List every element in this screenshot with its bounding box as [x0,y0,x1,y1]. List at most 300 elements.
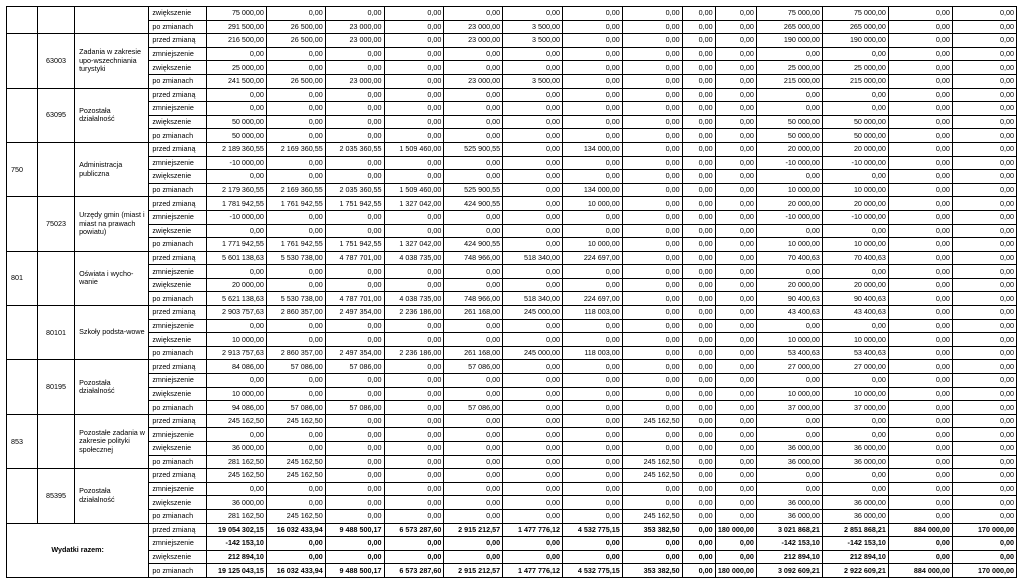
total-amount-cell: 0,00 [715,550,756,564]
amount-cell: 0,00 [715,292,756,306]
amount-cell: 2 236 186,00 [384,306,444,320]
amount-cell: 0,00 [503,183,563,197]
amount-cell: 0,00 [822,374,888,388]
amount-cell: 525 900,55 [444,142,503,156]
amount-cell: 0,00 [384,129,444,143]
row-label: zmniejszenie [149,537,207,551]
table-row [7,428,1017,442]
amount-cell: 0,00 [384,496,444,510]
amount-cell: 0,00 [888,224,952,238]
total-amount-cell: 0,00 [622,537,682,551]
amount-cell: 0,00 [444,509,503,523]
total-amount-cell: 9 488 500,17 [325,564,384,578]
amount-cell: 0,00 [384,469,444,483]
amount-cell: 0,00 [266,210,325,224]
total-amount-cell: 0,00 [503,550,563,564]
amount-cell: 2 497 354,00 [325,346,384,360]
amount-cell: 0,00 [888,183,952,197]
amount-cell: 0,00 [622,210,682,224]
amount-cell: 0,00 [682,346,715,360]
amount-cell: 0,00 [384,401,444,415]
amount-cell: 0,00 [444,442,503,456]
amount-cell: 0,00 [952,496,1016,510]
amount-cell: 0,00 [444,47,503,61]
amount-cell: 0,00 [562,88,622,102]
amount-cell: 0,00 [756,224,822,238]
total-amount-cell: 0,00 [682,537,715,551]
row-label: po zmianach [149,401,207,415]
amount-cell: 0,00 [622,197,682,211]
amount-cell: 0,00 [384,360,444,374]
amount-cell: 26 500,00 [266,20,325,34]
amount-cell: 5 530 738,00 [266,251,325,265]
table-row [7,319,1017,333]
amount-cell: 0,00 [888,7,952,21]
row-label: zmniejszenie [149,210,207,224]
amount-cell: 0,00 [266,387,325,401]
table-row [7,197,1017,211]
amount-cell: 0,00 [715,142,756,156]
amount-cell: 0,00 [952,7,1016,21]
total-amount-cell: 884 000,00 [888,523,952,537]
row-label: zwiększenie [149,7,207,21]
row-label: zwiększenie [149,496,207,510]
amount-cell: 0,00 [952,278,1016,292]
amount-cell: 0,00 [822,224,888,238]
amount-cell: 0,00 [952,183,1016,197]
amount-cell: 0,00 [325,509,384,523]
amount-cell: 0,00 [503,224,563,238]
amount-cell: 0,00 [822,102,888,116]
total-row [7,550,1017,564]
amount-cell: 2 913 757,63 [207,346,267,360]
amount-cell: 0,00 [444,7,503,21]
amount-cell: 0,00 [952,428,1016,442]
amount-cell: 0,00 [384,156,444,170]
amount-cell: 0,00 [325,374,384,388]
amount-cell: 0,00 [622,346,682,360]
amount-cell: 118 003,00 [562,346,622,360]
amount-cell: 0,00 [682,238,715,252]
amount-cell: 0,00 [756,428,822,442]
dzial-code: 750 [7,142,38,196]
amount-cell: 0,00 [622,387,682,401]
amount-cell: 0,00 [266,129,325,143]
amount-cell: 4 038 735,00 [384,251,444,265]
row-label: zwiększenie [149,387,207,401]
amount-cell: 0,00 [444,428,503,442]
amount-cell: 10 000,00 [207,333,267,347]
amount-cell: 0,00 [562,333,622,347]
amount-cell: 1 761 942,55 [266,197,325,211]
amount-cell: 0,00 [562,210,622,224]
amount-cell: 0,00 [888,238,952,252]
amount-cell: -10 000,00 [207,210,267,224]
amount-cell: 0,00 [622,183,682,197]
amount-cell: 0,00 [952,509,1016,523]
amount-cell: 0,00 [325,88,384,102]
amount-cell: 43 400,63 [756,306,822,320]
amount-cell: 261 168,00 [444,306,503,320]
amount-cell: 0,00 [715,34,756,48]
total-row [7,537,1017,551]
amount-cell: 0,00 [207,47,267,61]
amount-cell: 50 000,00 [756,129,822,143]
table-row [7,115,1017,129]
amount-cell: 224 697,00 [562,292,622,306]
amount-cell: 0,00 [682,47,715,61]
amount-cell: 1 327 042,00 [384,197,444,211]
amount-cell: 0,00 [888,88,952,102]
amount-cell: 0,00 [266,88,325,102]
amount-cell: 0,00 [888,509,952,523]
amount-cell: 0,00 [503,509,563,523]
total-amount-cell: 0,00 [888,537,952,551]
amount-cell: 0,00 [888,333,952,347]
amount-cell: 0,00 [562,455,622,469]
amount-cell: 0,00 [952,374,1016,388]
amount-cell: 0,00 [503,265,563,279]
amount-cell: 0,00 [384,34,444,48]
amount-cell: 20 000,00 [207,278,267,292]
amount-cell: 0,00 [325,278,384,292]
amount-cell: 245 162,50 [207,414,267,428]
amount-cell: 0,00 [888,292,952,306]
amount-cell: 0,00 [682,509,715,523]
total-amount-cell: 0,00 [384,537,444,551]
total-amount-cell: 19 054 302,15 [207,523,267,537]
amount-cell: 0,00 [384,455,444,469]
amount-cell: 245 162,50 [622,469,682,483]
amount-cell: 0,00 [325,265,384,279]
amount-cell: 0,00 [682,333,715,347]
amount-cell: 94 086,00 [207,401,267,415]
amount-cell: 2 189 360,55 [207,142,267,156]
amount-cell: 0,00 [888,442,952,456]
amount-cell: 23 000,00 [325,34,384,48]
amount-cell: 0,00 [325,129,384,143]
rozdzial-code [37,142,74,196]
amount-cell: 0,00 [384,88,444,102]
amount-cell: 0,00 [756,319,822,333]
row-label: zmniejszenie [149,428,207,442]
table-row [7,509,1017,523]
amount-cell: 23 000,00 [325,74,384,88]
amount-cell: 0,00 [756,414,822,428]
budget-expenditure-table [6,6,1017,578]
section-name: Pozostała działalność [75,360,149,414]
dzial-code [7,88,38,142]
total-amount-cell: 3 021 868,21 [756,523,822,537]
amount-cell: 0,00 [384,333,444,347]
amount-cell: -10 000,00 [756,210,822,224]
amount-cell: 0,00 [715,156,756,170]
amount-cell: 0,00 [756,170,822,184]
total-amount-cell: 0,00 [715,537,756,551]
row-label: po zmianach [149,20,207,34]
total-label: Wydatki razem: [7,523,149,577]
amount-cell: 0,00 [715,102,756,116]
amount-cell: 0,00 [715,170,756,184]
amount-cell: 0,00 [952,292,1016,306]
amount-cell: 0,00 [384,442,444,456]
row-label: przed zmianą [149,360,207,374]
row-label: po zmianach [149,292,207,306]
amount-cell: 0,00 [325,387,384,401]
amount-cell: 0,00 [384,387,444,401]
amount-cell: 0,00 [756,47,822,61]
table-row [7,7,1017,21]
amount-cell: 0,00 [715,278,756,292]
amount-cell: 20 000,00 [822,278,888,292]
row-label: zwiększenie [149,333,207,347]
amount-cell: 2 035 360,55 [325,183,384,197]
amount-cell: 0,00 [715,401,756,415]
amount-cell: 0,00 [207,224,267,238]
amount-cell: 0,00 [952,115,1016,129]
amount-cell: 25 000,00 [822,61,888,75]
amount-cell: 0,00 [503,210,563,224]
amount-cell: 0,00 [562,278,622,292]
amount-cell: 36 000,00 [756,455,822,469]
amount-cell: 224 697,00 [562,251,622,265]
amount-cell: 20 000,00 [756,142,822,156]
total-amount-cell: 170 000,00 [952,523,1016,537]
row-label: zwiększenie [149,61,207,75]
amount-cell: 0,00 [888,482,952,496]
amount-cell: 0,00 [325,210,384,224]
amount-cell: 0,00 [622,61,682,75]
rozdzial-code: 80101 [37,306,74,360]
section-name: Pozostała działalność [75,469,149,523]
amount-cell: 0,00 [207,374,267,388]
dzial-code [7,7,38,34]
amount-cell: 70 400,63 [756,251,822,265]
amount-cell: 215 000,00 [756,74,822,88]
amount-cell: 0,00 [622,224,682,238]
amount-cell: 50 000,00 [207,129,267,143]
rozdzial-code [37,414,74,468]
total-amount-cell: 353 382,50 [622,564,682,578]
dzial-code [7,469,38,523]
amount-cell: 0,00 [682,455,715,469]
amount-cell: 0,00 [562,496,622,510]
row-label: przed zmianą [149,414,207,428]
amount-cell: 2 497 354,00 [325,306,384,320]
amount-cell: 0,00 [952,469,1016,483]
amount-cell: 0,00 [325,319,384,333]
amount-cell: 0,00 [888,102,952,116]
amount-cell: 0,00 [952,170,1016,184]
total-amount-cell: 3 092 609,21 [756,564,822,578]
amount-cell: 0,00 [822,319,888,333]
amount-cell: 245 162,50 [266,469,325,483]
amount-cell: 0,00 [622,319,682,333]
amount-cell: 0,00 [756,374,822,388]
amount-cell: 0,00 [266,333,325,347]
amount-cell: 75 000,00 [822,7,888,21]
amount-cell: 748 966,00 [444,292,503,306]
amount-cell: 3 500,00 [503,34,563,48]
amount-cell: 50 000,00 [207,115,267,129]
row-label: zmniejszenie [149,482,207,496]
amount-cell: 0,00 [888,61,952,75]
row-label: zwiększenie [149,115,207,129]
total-amount-cell: 212 894,10 [207,550,267,564]
amount-cell: 0,00 [325,469,384,483]
amount-cell: 0,00 [952,129,1016,143]
total-amount-cell: 0,00 [266,550,325,564]
amount-cell: 0,00 [503,278,563,292]
amount-cell: 36 000,00 [207,442,267,456]
amount-cell: 1 327 042,00 [384,238,444,252]
amount-cell: 0,00 [682,469,715,483]
total-amount-cell: 0,00 [682,564,715,578]
amount-cell: 0,00 [822,47,888,61]
table-row [7,129,1017,143]
amount-cell: 4 787 701,00 [325,251,384,265]
amount-cell: 0,00 [622,74,682,88]
amount-cell: 0,00 [503,374,563,388]
row-label: po zmianach [149,238,207,252]
amount-cell: 0,00 [444,115,503,129]
amount-cell: 0,00 [682,183,715,197]
amount-cell: 1 761 942,55 [266,238,325,252]
amount-cell: 215 000,00 [822,74,888,88]
amount-cell: 0,00 [622,278,682,292]
row-label: przed zmianą [149,34,207,48]
amount-cell: 0,00 [715,482,756,496]
amount-cell: 27 000,00 [756,360,822,374]
amount-cell: 0,00 [888,115,952,129]
amount-cell: 1 751 942,55 [325,197,384,211]
amount-cell: 0,00 [822,469,888,483]
amount-cell: 53 400,63 [756,346,822,360]
amount-cell: 291 500,00 [207,20,267,34]
amount-cell: 0,00 [562,20,622,34]
row-label: przed zmianą [149,197,207,211]
amount-cell: 0,00 [952,333,1016,347]
amount-cell: 0,00 [562,387,622,401]
amount-cell: 5 530 738,00 [266,292,325,306]
amount-cell: 0,00 [682,428,715,442]
amount-cell: 23 000,00 [444,74,503,88]
amount-cell: 0,00 [562,102,622,116]
amount-cell: 84 086,00 [207,360,267,374]
rozdzial-code: 85395 [37,469,74,523]
amount-cell: 0,00 [622,156,682,170]
amount-cell: 37 000,00 [756,401,822,415]
amount-cell: 0,00 [952,414,1016,428]
amount-cell: 0,00 [622,102,682,116]
table-row [7,74,1017,88]
amount-cell: 0,00 [384,102,444,116]
amount-cell: 0,00 [622,265,682,279]
section-name [75,7,149,34]
total-amount-cell: 0,00 [503,537,563,551]
amount-cell: 0,00 [715,306,756,320]
amount-cell: 0,00 [503,455,563,469]
amount-cell: 0,00 [503,170,563,184]
amount-cell: 0,00 [384,115,444,129]
amount-cell: 0,00 [952,142,1016,156]
amount-cell: 10 000,00 [562,197,622,211]
amount-cell: 0,00 [715,360,756,374]
table-row [7,496,1017,510]
amount-cell: 0,00 [325,170,384,184]
amount-cell: 0,00 [622,482,682,496]
amount-cell: 0,00 [888,346,952,360]
amount-cell: 190 000,00 [756,34,822,48]
row-label: po zmianach [149,129,207,143]
amount-cell: 50 000,00 [822,129,888,143]
amount-cell: 0,00 [562,428,622,442]
amount-cell: 0,00 [682,129,715,143]
amount-cell: 0,00 [682,224,715,238]
amount-cell: 0,00 [503,428,563,442]
amount-cell: 10 000,00 [756,238,822,252]
row-label: po zmianach [149,74,207,88]
amount-cell: 0,00 [715,374,756,388]
amount-cell: 0,00 [622,442,682,456]
table-row [7,401,1017,415]
total-amount-cell: 212 894,10 [756,550,822,564]
amount-cell: 0,00 [444,129,503,143]
amount-cell: 0,00 [384,74,444,88]
row-label: zmniejszenie [149,319,207,333]
amount-cell: 0,00 [682,496,715,510]
total-amount-cell: -142 153,10 [756,537,822,551]
total-amount-cell: 1 477 776,12 [503,523,563,537]
amount-cell: 0,00 [444,319,503,333]
amount-cell: 75 000,00 [756,7,822,21]
amount-cell: 0,00 [266,278,325,292]
amount-cell: 0,00 [715,115,756,129]
amount-cell: 0,00 [384,414,444,428]
amount-cell: 4 038 735,00 [384,292,444,306]
amount-cell: 0,00 [952,102,1016,116]
amount-cell: 0,00 [325,482,384,496]
dzial-code: 801 [7,251,38,305]
amount-cell: 57 086,00 [444,360,503,374]
amount-cell: 0,00 [622,401,682,415]
amount-cell: 2 860 357,00 [266,346,325,360]
amount-cell: 265 000,00 [822,20,888,34]
total-amount-cell: 170 000,00 [952,564,1016,578]
amount-cell: 0,00 [503,156,563,170]
amount-cell: 0,00 [715,7,756,21]
row-label: po zmianach [149,509,207,523]
amount-cell: 57 086,00 [444,401,503,415]
amount-cell: 36 000,00 [822,455,888,469]
amount-cell: 0,00 [384,170,444,184]
amount-cell: 1 751 942,55 [325,238,384,252]
amount-cell: 0,00 [562,374,622,388]
amount-cell: 0,00 [682,61,715,75]
amount-cell: 0,00 [503,387,563,401]
amount-cell: 0,00 [325,7,384,21]
amount-cell: 0,00 [715,47,756,61]
amount-cell: 0,00 [503,496,563,510]
amount-cell: 0,00 [715,88,756,102]
row-label: zmniejszenie [149,47,207,61]
amount-cell: 0,00 [207,265,267,279]
section-name: Administracja publiczna [75,142,149,196]
amount-cell: 0,00 [888,265,952,279]
amount-cell: 26 500,00 [266,34,325,48]
amount-cell: 0,00 [444,210,503,224]
amount-cell: 0,00 [325,61,384,75]
